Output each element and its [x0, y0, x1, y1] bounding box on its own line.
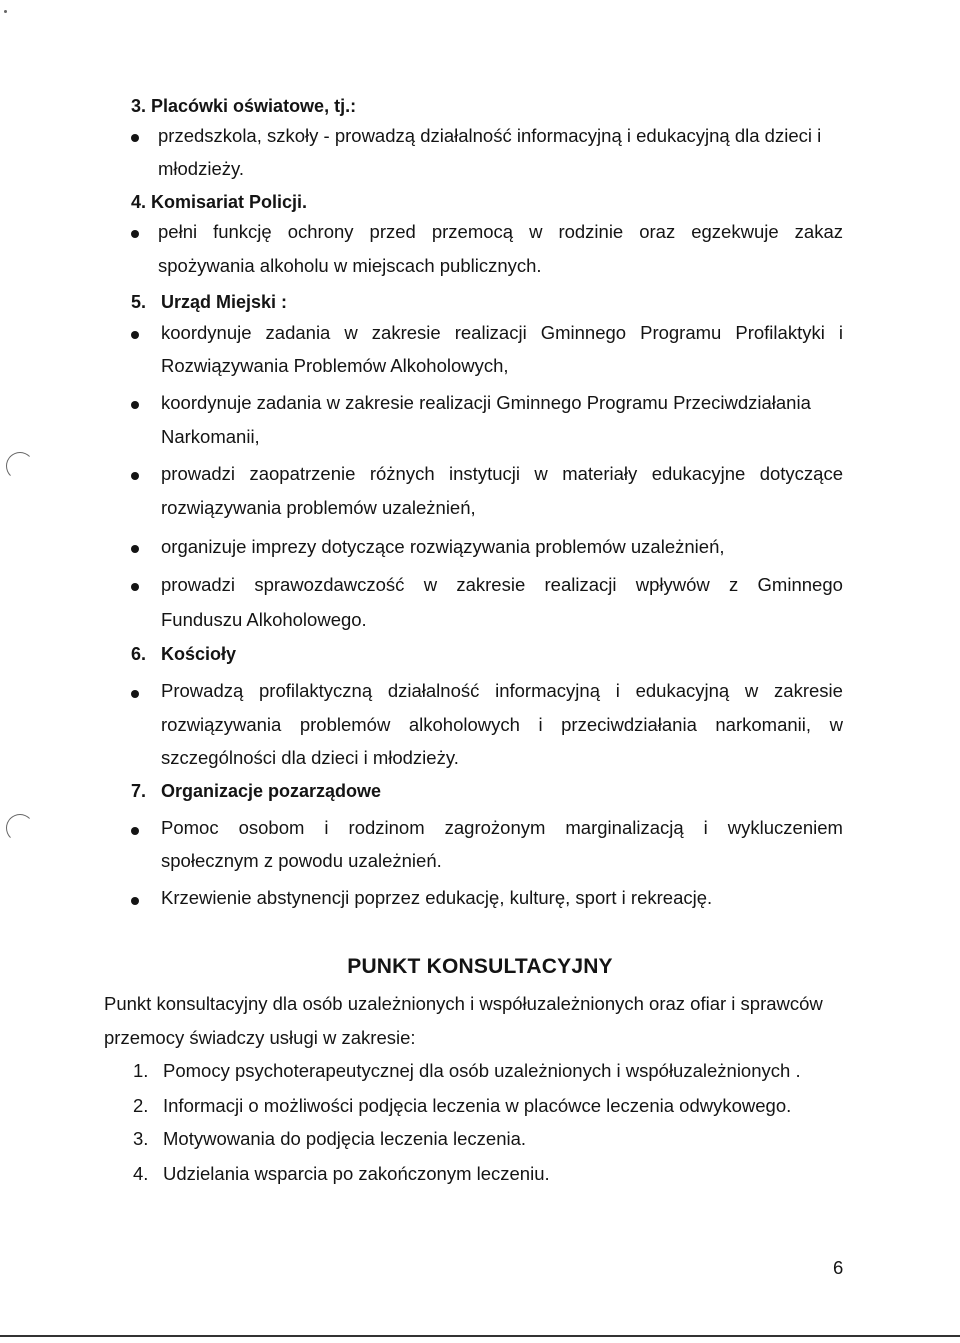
section-5-bullet-1-cont: Rozwiązywania Problemów Alkoholowych, [161, 355, 509, 376]
section-4-heading: 4. Komisariat Policji. [131, 192, 308, 212]
page-number: 6 [833, 1257, 844, 1278]
section-6-bullet-1-line-3: szczególności dla dzieci i młodzieży. [161, 747, 459, 768]
bullet-marker [131, 827, 139, 835]
section-7-bullet-1: Pomoc osobom i rodzinom zagrożonym marginalizacją i wykluczeniem [161, 817, 843, 838]
section-7-number: 7. [131, 781, 147, 801]
consult-item-number: 2. [133, 1095, 149, 1116]
section-3-bullet-1-cont: młodzieży. [158, 158, 245, 179]
consult-item-text: Udzielania wsparcia po zakończonym leczeniu. [163, 1163, 550, 1184]
consult-item-text: Motywowania do podjęcia leczenia leczenia. [163, 1128, 527, 1149]
section-4-bullet-1: pełni funkcję ochrony przed przemocą w rodzinie oraz egzekwuje zakaz [158, 221, 843, 242]
section-5-bullet-2-cont: Narkomanii, [161, 426, 260, 447]
section-7-heading: Organizacje pozarządowe [161, 781, 382, 801]
section-7-bullet-2: Krzewienie abstynencji poprzez edukację, kulturę, sport i rekreację. [161, 887, 713, 908]
bullet-marker [131, 897, 139, 905]
bullet-marker [131, 583, 139, 591]
scan-hole-mark [6, 452, 34, 480]
section-6-heading: Kościoły [161, 644, 237, 664]
section-4-bullet-1-cont: spożywania alkoholu w miejscach publicznych. [158, 255, 542, 276]
consult-item-text: Informacji o możliwości podjęcia leczenia w placówce leczenia odwykowego. [163, 1095, 792, 1116]
consult-item-number: 1. [133, 1060, 149, 1081]
scan-hole-mark [6, 814, 34, 842]
consult-intro-line-2: przemocy świadczy usługi w zakresie: [104, 1027, 416, 1048]
section-7-bullet-1-cont: społecznym z powodu uzależnień. [161, 850, 442, 871]
section-5-bullet-1: koordynuje zadania w zakresie realizacji Gminnego Programu Profilaktyki i [161, 322, 843, 343]
section-5-number: 5. [131, 292, 147, 312]
consult-item-number: 4. [133, 1163, 149, 1184]
bullet-marker [131, 401, 139, 409]
section-5-bullet-5-cont: Funduszu Alkoholowego. [161, 609, 367, 630]
section-3-heading: 3. Placówki oświatowe, tj.: [131, 96, 357, 116]
consult-item-number: 3. [133, 1128, 149, 1149]
consult-item-text: Pomocy psychoterapeutycznej dla osób uzależnionych i współuzależnionych . [163, 1060, 801, 1081]
consult-intro-line-1: Punkt konsultacyjny dla osób uzależnionych i współuzależnionych oraz ofiar i sprawców [104, 993, 823, 1014]
bullet-marker [131, 134, 139, 142]
section-6-bullet-1: Prowadzą profilaktyczną działalność informacyjną i edukacyjną w zakresie [161, 680, 843, 701]
bullet-marker [131, 472, 139, 480]
section-5-heading: Urząd Miejski : [161, 292, 288, 312]
section-6-bullet-1-line-2: rozwiązywania problemów alkoholowych i przeciwdziałania narkomanii, w [161, 714, 843, 735]
section-5-bullet-5: prowadzi sprawozdawczość w zakresie realizacji wpływów z Gminnego [161, 574, 843, 595]
section-3-bullet-1: przedszkola, szkoły - prowadzą działalność informacyjną i edukacyjną dla dzieci i [158, 125, 822, 146]
bullet-marker [131, 690, 139, 698]
section-5-bullet-4: organizuje imprezy dotyczące rozwiązywania problemów uzależnień, [161, 536, 725, 557]
section-6-number: 6. [131, 644, 147, 664]
consult-title: PUNKT KONSULTACYJNY [347, 955, 613, 978]
bullet-marker [131, 230, 139, 238]
bullet-marker [131, 331, 139, 339]
section-5-bullet-2: koordynuje zadania w zakresie realizacji Gminnego Programu Przeciwdziałania [161, 392, 811, 413]
bullet-marker [131, 545, 139, 553]
scan-bottom-edge [0, 1335, 960, 1337]
scan-speck [4, 10, 7, 13]
section-5-bullet-3-cont: rozwiązywania problemów uzależnień, [161, 497, 476, 518]
section-5-bullet-3: prowadzi zaopatrzenie różnych instytucji w materiały edukacyjne dotyczące [161, 463, 843, 484]
